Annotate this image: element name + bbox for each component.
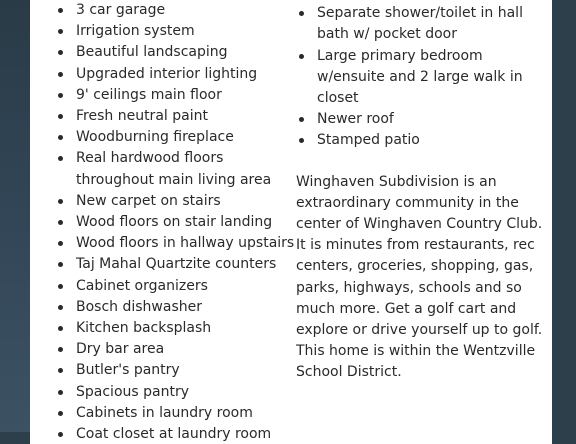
- list-item: Large primary bedroom w/ensuite and 2 large walk in closet: [296, 46, 546, 110]
- list-item: Upgraded interior lighting: [55, 64, 305, 85]
- list-item: Bosch dishwasher: [55, 297, 305, 318]
- list-item: Stamped patio: [296, 130, 546, 151]
- list-item: Beautiful landscaping: [55, 42, 305, 63]
- list-item: Dry bar area: [55, 339, 305, 360]
- background-edge: [0, 0, 30, 432]
- list-item: Spacious pantry: [55, 382, 305, 403]
- features-list-left: [55, 0, 305, 444]
- list-item: Real hardwood floors throughout main living area: [55, 148, 305, 190]
- list-item: Woodburning fireplace: [55, 127, 305, 148]
- list-item: Wood floors in hallway upstairs: [55, 233, 305, 254]
- list-item: Coat closet at laundry room: [55, 424, 305, 444]
- list-item: Wood floors on stair landing: [55, 212, 305, 233]
- list-item: Separate shower/toilet in hall bath w/ pocket door: [296, 3, 546, 45]
- list-item: Butler's pantry: [55, 360, 305, 381]
- list-item: Taj Mahal Quartzite counters: [55, 254, 305, 275]
- list-item: Newer roof: [296, 109, 546, 130]
- list-item: 3 car garage: [55, 0, 305, 21]
- community-description: Winghaven Subdivision is an extraordinary community in the center of Winghaven Country Club. It is minutes from restaurants, rec centers, groceries, shopping, gas, parks, highways, schools and so much more. Get a golf cart and explore or drive yourself up to golf. This home is within the Wentzville School District.: [296, 173, 543, 381]
- list-item: Cabinets in laundry room: [55, 403, 305, 424]
- list-item: Fresh neutral paint: [55, 106, 305, 127]
- list-item: Cabinet organizers: [55, 276, 305, 297]
- list-item: 9' ceilings main floor: [55, 85, 305, 106]
- list-item: Kitchen backsplash: [55, 318, 305, 339]
- feature-sheet: [30, 0, 552, 444]
- left-column: [55, 0, 305, 444]
- list-item: Irrigation system: [55, 21, 305, 42]
- features-list-right: [296, 0, 546, 152]
- right-column: [296, 0, 546, 384]
- list-item: New carpet on stairs: [55, 191, 305, 212]
